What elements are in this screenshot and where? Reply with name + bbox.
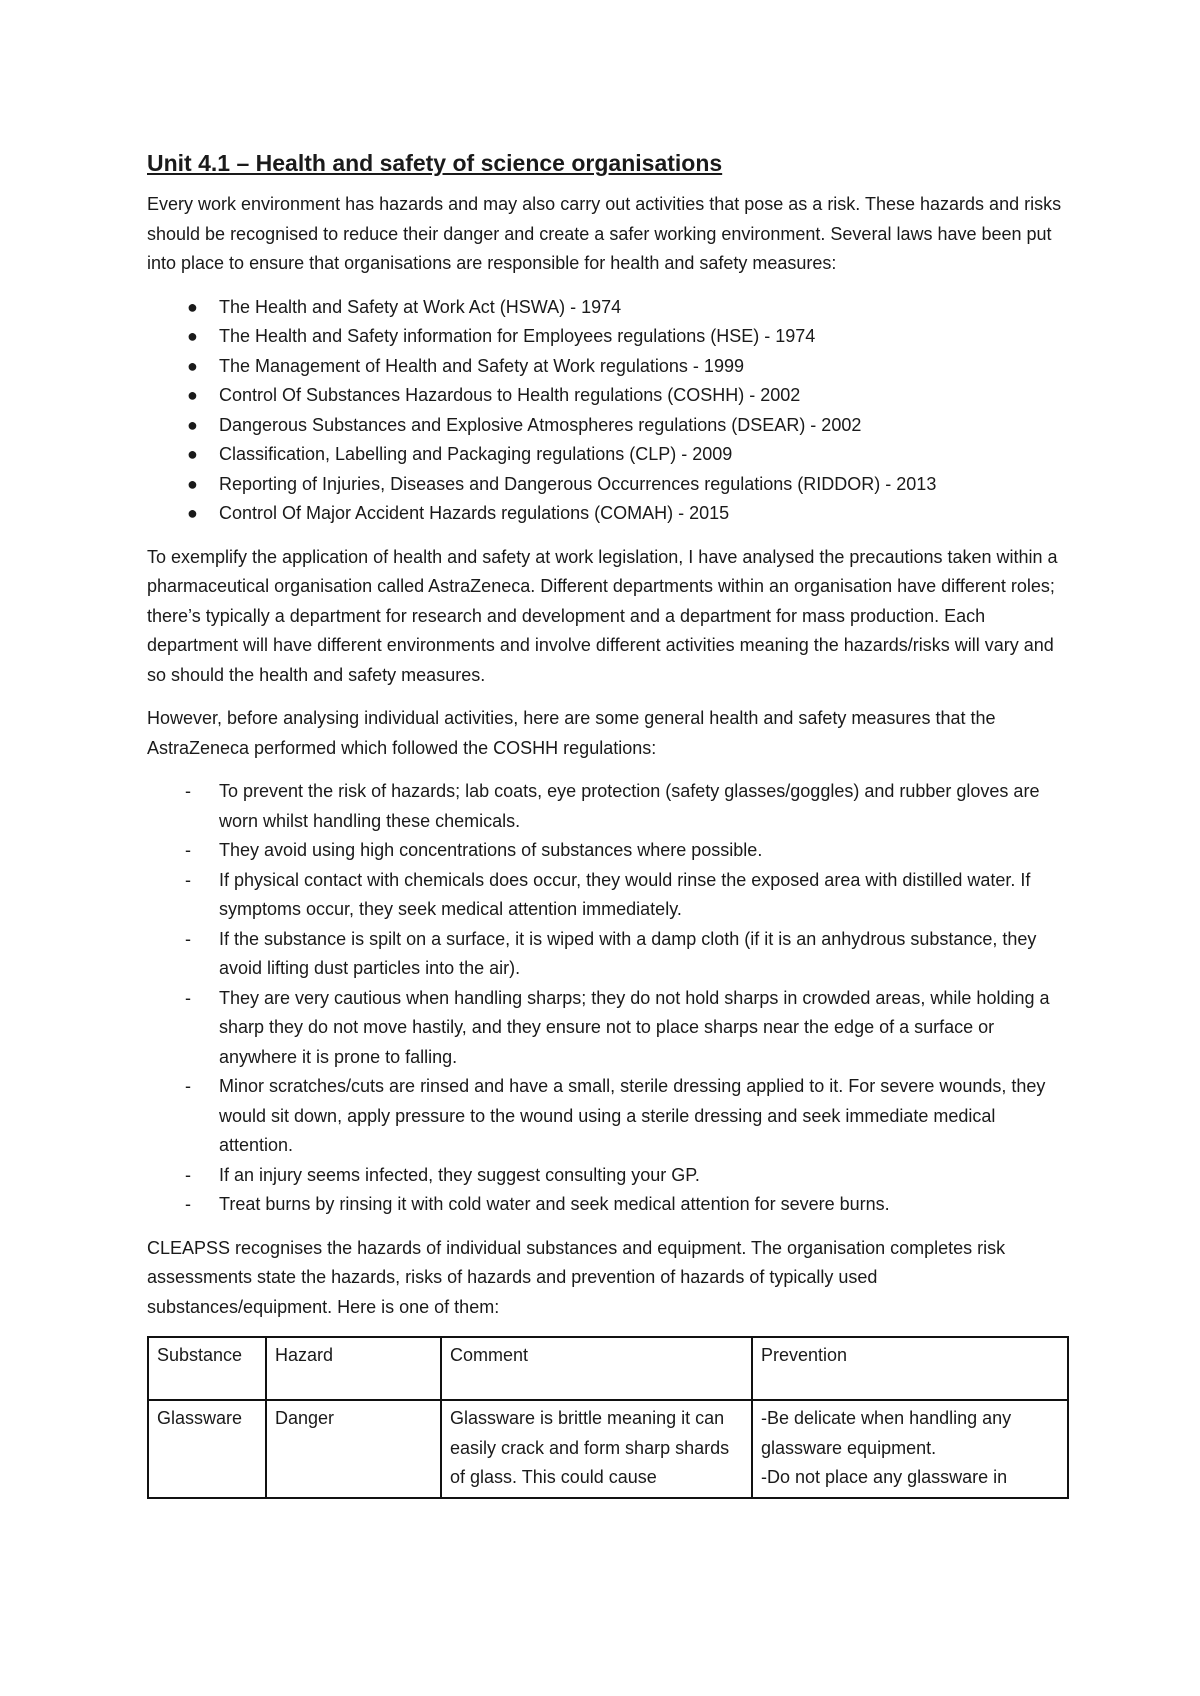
list-item: ● Dangerous Substances and Explosive Atmospheres regulations (DSEAR) - 2002 bbox=[147, 411, 1067, 441]
bullet-icon: ● bbox=[187, 326, 198, 346]
cell-prevention bbox=[752, 1400, 1068, 1498]
list-item: - Minor scratches/cuts are rinsed and have a small, sterile dressing applied to it. For severe wounds, they would sit down, apply pressure to the wound using a sterile dressing and seek immediate medical attention. bbox=[147, 1072, 1067, 1161]
list-item: ● Control Of Substances Hazardous to Health regulations (COSHH) - 2002 bbox=[147, 381, 1067, 411]
cell-comment: Glassware is brittle meaning it can easily crack and form sharp shards of glass. This could cause bbox=[441, 1400, 752, 1498]
table-row bbox=[148, 1400, 1068, 1498]
document-page bbox=[147, 148, 1067, 1499]
coshh-intro-paragraph: However, before analysing individual activities, here are some general health and safety measures that the AstraZeneca performed which followed the COSHH regulations: bbox=[147, 708, 996, 758]
list-item: ● The Health and Safety information for Employees regulations (HSE) - 1974 bbox=[147, 322, 1067, 352]
list-item: - If the substance is spilt on a surface, it is wiped with a damp cloth (if it is an anhydrous substance, they avoid lifting dust particles into the air). bbox=[147, 925, 1067, 984]
intro-paragraph: Every work environment has hazards and may also carry out activities that pose as a risk. These hazards and risks should be recognised to reduce their danger and create a safer working environment. Several laws have been put into place to ensure that organisations are responsible for health and safety measures: bbox=[147, 194, 1062, 273]
bullet-icon: ● bbox=[187, 296, 198, 317]
bullet-icon: ● bbox=[187, 385, 198, 405]
bullet-icon: ● bbox=[187, 444, 198, 464]
bullet-icon: ● bbox=[187, 414, 198, 435]
header-comment: Comment bbox=[441, 1337, 752, 1400]
cell-substance: Glassware bbox=[148, 1400, 266, 1498]
document-title: Unit 4.1 – Health and safety of science organisations bbox=[147, 150, 723, 176]
measures-list bbox=[147, 777, 1067, 1220]
astrazeneca-paragraph: To exemplify the application of health and safety at work legislation, I have analysed the precautions taken within a pharmaceutical organisation called AstraZeneca. Different departments within an organisation have different roles; there’s typically a department for research and development and a department for mass production. Each department will have different environments and involve different activities meaning the hazards/risks will vary and so should the health and safety measures. bbox=[147, 546, 1058, 685]
list-item: - They avoid using high concentrations of substances where possible. bbox=[147, 836, 1067, 866]
list-item: ● Classification, Labelling and Packaging regulations (CLP) - 2009 bbox=[147, 440, 1067, 470]
header-substance: Substance bbox=[148, 1337, 266, 1400]
dash-icon: - bbox=[185, 987, 191, 1008]
dash-icon: - bbox=[185, 869, 191, 890]
dash-icon: - bbox=[185, 928, 191, 949]
cleapss-paragraph: CLEAPSS recognises the hazards of individual substances and equipment. The organisation completes risk assessments state the hazards, risks of hazards and prevention of hazards of typically used substances/equipment. Here is one of them: bbox=[147, 1237, 1006, 1317]
list-item: - Treat burns by rinsing it with cold water and seek medical attention for severe burns. bbox=[147, 1190, 1067, 1220]
list-item: - If an injury seems infected, they suggest consulting your GP. bbox=[147, 1161, 1067, 1191]
dash-icon: - bbox=[185, 1194, 191, 1214]
table-header-row bbox=[148, 1337, 1068, 1400]
list-item: - They are very cautious when handling sharps; they do not hold sharps in crowded areas, while holding a sharp they do not move hastily, and they ensure not to place sharps near the edge of a surface or anywhere it is prone to falling. bbox=[147, 984, 1067, 1073]
list-item: ● The Management of Health and Safety at Work regulations - 1999 bbox=[147, 352, 1067, 382]
dash-icon: - bbox=[185, 781, 191, 801]
cell-hazard: Danger bbox=[266, 1400, 441, 1498]
bullet-icon: ● bbox=[187, 503, 198, 523]
bullet-icon: ● bbox=[187, 355, 198, 376]
dash-icon: - bbox=[185, 1164, 191, 1185]
list-item: - If physical contact with chemicals does occur, they would rinse the exposed area with distilled water. If symptoms occur, they seek medical attention immediately. bbox=[147, 866, 1067, 925]
bullet-icon: ● bbox=[187, 473, 198, 494]
list-item: ● Control Of Major Accident Hazards regulations (COMAH) - 2015 bbox=[147, 499, 1067, 529]
header-hazard: Hazard bbox=[266, 1337, 441, 1400]
dash-icon: - bbox=[185, 840, 191, 860]
list-item: ● Reporting of Injuries, Diseases and Dangerous Occurrences regulations (RIDDOR) - 2013 bbox=[147, 470, 1067, 500]
header-prevention: Prevention bbox=[752, 1337, 1068, 1400]
list-item: - To prevent the risk of hazards; lab coats, eye protection (safety glasses/goggles) and rubber gloves are worn whilst handling these chemicals. bbox=[147, 777, 1067, 836]
list-item: ● The Health and Safety at Work Act (HSWA) - 1974 bbox=[147, 293, 1067, 323]
risk-assessment-table bbox=[147, 1336, 1069, 1499]
prevention-line: -Be delicate when handling any glassware equipment. bbox=[761, 1408, 1012, 1458]
dash-icon: - bbox=[185, 1076, 191, 1096]
legislation-list bbox=[147, 293, 1067, 529]
prevention-line: -Do not place any glassware in bbox=[761, 1467, 1008, 1487]
